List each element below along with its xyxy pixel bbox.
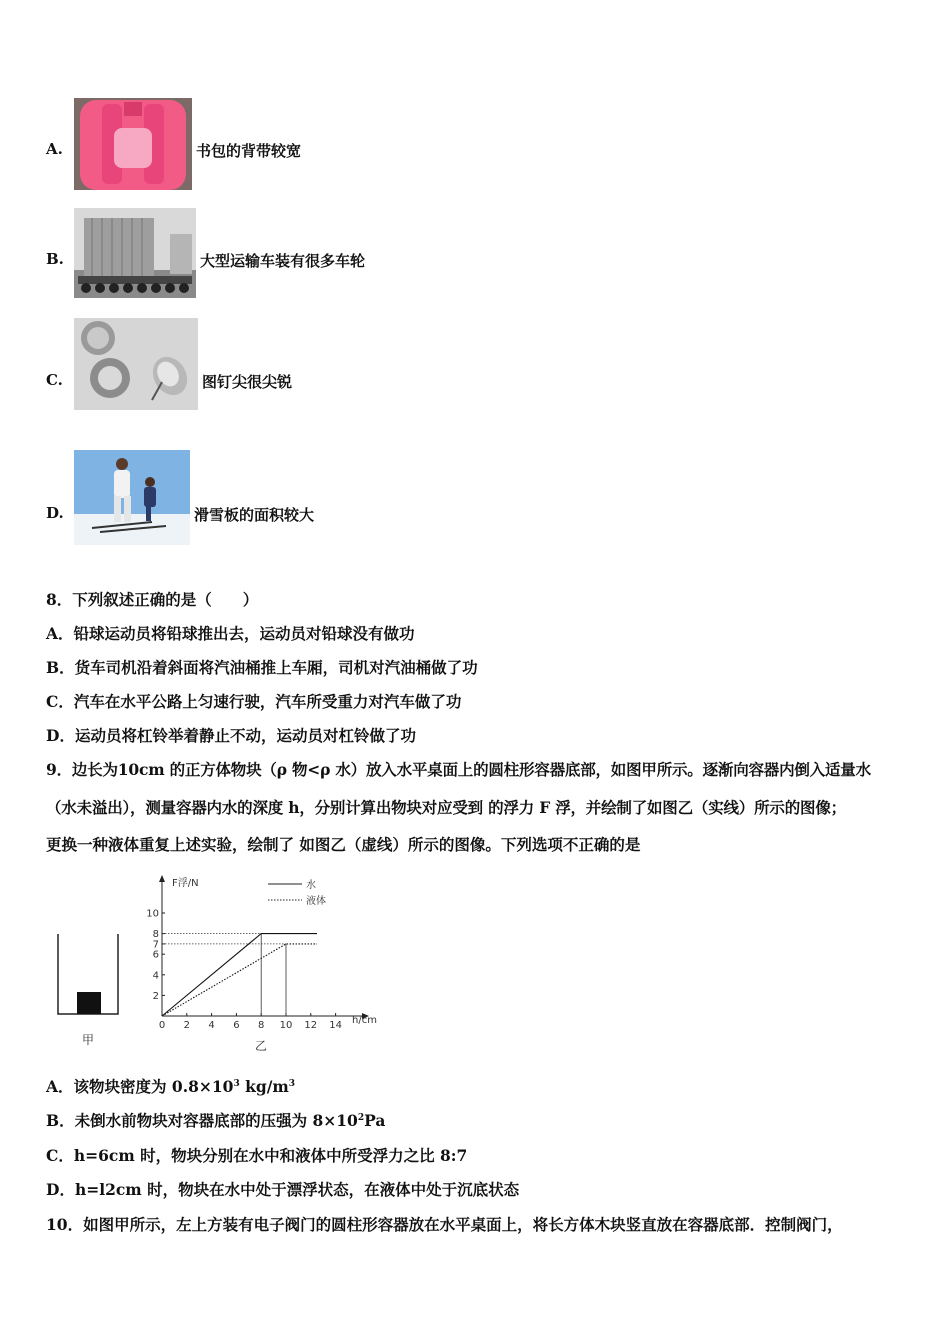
q8-option-c[interactable]: C．汽车在水平公路上匀速行驶，汽车所受重力对汽车做了功: [46, 692, 462, 711]
x-tick-label: 6: [233, 1020, 240, 1031]
x-tick-label: 8: [258, 1020, 265, 1031]
q9-option-a[interactable]: [46, 1075, 295, 1097]
y-axis-arrow: [159, 875, 165, 882]
q9-option-b-unit: Pa: [364, 1111, 386, 1130]
q9-option-d[interactable]: D．h=l2cm 时，物块在水中处于漂浮状态，在液体中处于沉底状态: [46, 1180, 520, 1199]
q9-stem-line1: 9．边长为10cm 的正方体物块（ρ 物<ρ 水）放入水平桌面上的圆柱形容器底部，如图甲所示。逐渐向容器内倒入适量水: [46, 760, 871, 779]
y-tick-label: 7: [152, 939, 159, 951]
legend-liquid: 液体: [306, 896, 326, 907]
q9-option-a-prefix: A．该物块密度为 0.8×10: [46, 1077, 234, 1096]
skier-photo: [74, 450, 190, 545]
x-tick-label: 14: [329, 1020, 342, 1031]
y-tick-label: 8: [152, 929, 159, 941]
y-tick-label: 2: [152, 990, 159, 1002]
thumbtack-photo: [74, 318, 198, 410]
figure-yi-chart: [140, 870, 390, 1060]
q8-option-a[interactable]: A．铅球运动员将铅球推出去，运动员对铅球没有做功: [46, 624, 415, 643]
x-axis-label: h/cm: [352, 1015, 377, 1026]
q8-option-b[interactable]: B．货车司机沿着斜面将汽油桶推上车厢，司机对汽油桶做了功: [46, 658, 478, 677]
option-letter: D.: [46, 504, 64, 522]
x-tick-label: 4: [208, 1020, 215, 1031]
series-liquid: [162, 944, 317, 1016]
q9-option-c[interactable]: C．h=6cm 时，物块分别在水中和液体中所受浮力之比 8:7: [46, 1146, 468, 1165]
q9-option-a-exp: 3: [233, 1078, 240, 1089]
figure-jia: [52, 930, 127, 1055]
y-tick-label: 10: [146, 908, 159, 920]
y-tick-label: 6: [152, 949, 159, 961]
x-tick-label: 12: [304, 1020, 318, 1031]
legend-water: 水: [306, 880, 316, 891]
q8-option-d[interactable]: D．运动员将杠铃举着静止不动，运动员对杠铃做了功: [46, 726, 416, 745]
option-letter: B.: [46, 250, 64, 268]
q9-stem-line2: （水未溢出），测量容器内水的深度 h，分别计算出物块对应受到 的浮力 F 浮，并绘制了如图乙（实线）所示的图像；: [46, 798, 846, 817]
q8-stem: 8．下列叙述正确的是（ ）: [46, 590, 259, 609]
y-axis-label: F浮/N: [172, 878, 199, 889]
y-tick-label: 4: [152, 970, 159, 982]
figure-yi-label: 乙: [254, 1039, 268, 1053]
cube-block: [77, 992, 101, 1014]
x-tick-label: 0: [158, 1020, 166, 1031]
truck-photo: [74, 208, 196, 298]
q9-option-a-unit-exp: 3: [288, 1078, 296, 1089]
x-tick-label: 10: [279, 1020, 293, 1031]
option-text: 大型运输车装有很多车轮: [200, 252, 366, 270]
option-text: 书包的背带较宽: [196, 142, 302, 160]
option-text: 滑雪板的面积较大: [194, 506, 315, 524]
backpack-photo: [74, 98, 192, 190]
q9-option-b[interactable]: [46, 1109, 385, 1131]
q10-stem-line1: 10．如图甲所示，左上方装有电子阀门的圆柱形容器放在水平桌面上，将长方体木块竖直放在容器底部．控制阀门，: [46, 1215, 843, 1234]
series-water: [162, 934, 317, 1016]
q9-option-b-exp: 2: [357, 1112, 365, 1123]
figure-jia-label: 甲: [81, 1033, 95, 1047]
option-letter: A.: [46, 140, 63, 158]
x-tick-label: 2: [183, 1020, 190, 1031]
q9-option-a-unit: kg/m: [239, 1077, 289, 1096]
q9-option-b-prefix: B．未倒水前物块对容器底部的压强为 8×10: [46, 1111, 358, 1130]
option-letter: C.: [46, 371, 63, 389]
option-text: 图钉尖很尖锐: [202, 373, 293, 391]
q9-stem-line3: 更换一种液体重复上述实验，绘制了 如图乙（虚线）所示的图像。下列选项不正确的是: [46, 835, 641, 854]
